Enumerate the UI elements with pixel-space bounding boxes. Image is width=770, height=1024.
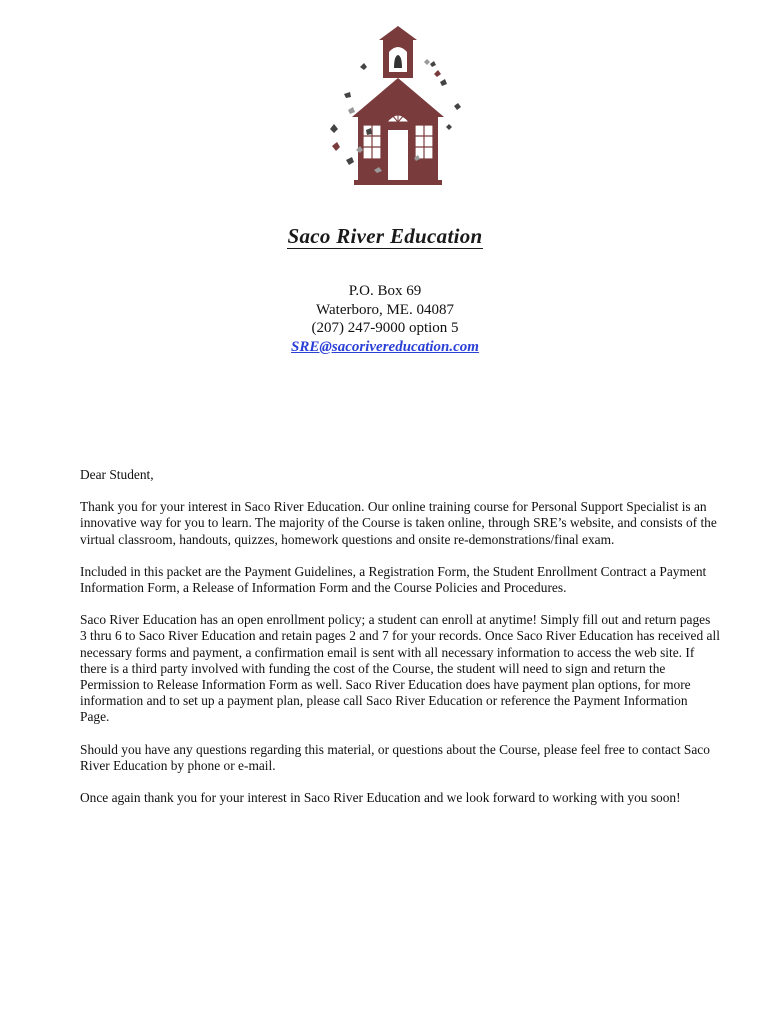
paragraph-intro: Thank you for your interest in Saco River Education. Our online training course for Personal Support Specialist is an innovative way for you to learn. The majority of the Course is taken online, through SRE’s website, and consists of the virtual classroom, handouts, quizzes, homework questions and onsite re-demonstrations/final exam. (80, 499, 717, 547)
address-block (0, 282, 770, 356)
salutation: Dear Student, (80, 467, 154, 482)
paragraph-questions: Should you have any questions regarding this material, or questions about the Course, please feel free to contact Saco River Education by phone or e-mail. (80, 741, 710, 773)
organization-name: Saco River Education (287, 224, 483, 248)
email-link[interactable]: SRE@sacorivereducation.com (291, 338, 479, 355)
paragraph-packet-contents: Included in this packet are the Payment Guidelines, a Registration Form, the Student Enrollment Contract a Payment Information Form, a Release of Information Form and the Course Policies and Procedures. (80, 563, 707, 596)
phone-number: (207) 247-9000 option 5 (311, 320, 459, 336)
city-state-zip: Waterboro, ME. 04087 (316, 301, 454, 318)
schoolhouse-icon (322, 22, 472, 192)
letter-body (80, 467, 720, 822)
paragraph-enrollment: Saco River Education has an open enrollment policy; a student can enroll at anytime! Simply fill out and return pages 3 thru 6 to Saco River Education and retain pages 2 and 7 for your records. Once Saco River Education has received all necessary forms and payment, a confirmation email is sent with all necessary information to access the web site. If there is a third party involved with funding the cost of the Course, the student will need to sign and return the Permission to Release Information Form as well. Saco River Education does have payment plan options, for more information and to set up a payment plan, please call Saco River Education or reference the Payment Information Page. (80, 612, 720, 725)
organization-title (0, 224, 770, 249)
paragraph-closing: Once again thank you for your interest in Saco River Education and we look forward to working with you soon! (80, 790, 681, 806)
po-box: P.O. Box 69 (348, 283, 422, 299)
